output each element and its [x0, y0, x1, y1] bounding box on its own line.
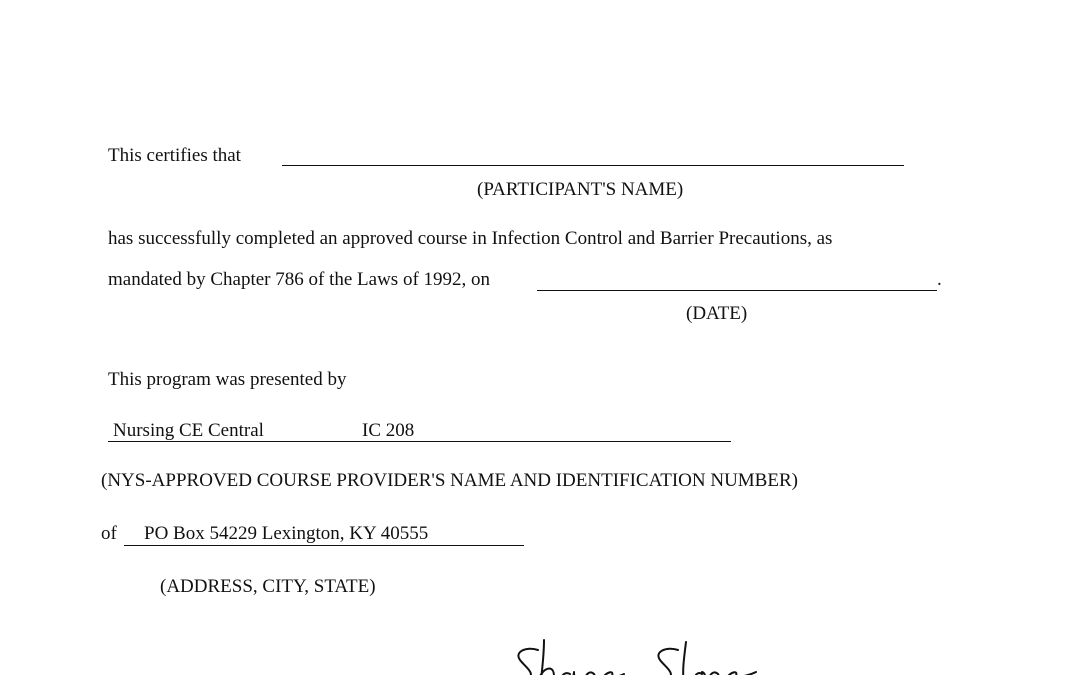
- provider-line: [108, 441, 731, 442]
- provider-caption: (NYS-APPROVED COURSE PROVIDER'S NAME AND IDENTIFICATION NUMBER): [101, 470, 798, 491]
- date-caption: (DATE): [686, 303, 748, 324]
- date-line: [537, 290, 937, 291]
- date-period: .: [937, 269, 942, 290]
- presented-by-label: This program was presented by: [108, 369, 347, 390]
- certifies-label: This certifies that: [108, 145, 241, 166]
- address-caption: (ADDRESS, CITY, STATE): [160, 576, 376, 597]
- completion-text-line-2: mandated by Chapter 786 of the Laws of 1992, on: [108, 269, 491, 290]
- provider-address: PO Box 54229 Lexington, KY 40555: [144, 523, 429, 544]
- provider-name: Nursing CE Central: [113, 420, 264, 441]
- of-label: of: [101, 523, 117, 544]
- address-line: [124, 545, 524, 546]
- signature-image: [500, 636, 790, 675]
- participant-name-caption: (PARTICIPANT'S NAME): [477, 179, 684, 200]
- completion-text-line-1: has successfully completed an approved course in Infection Control and Barrier Precautions, as: [108, 228, 833, 249]
- participant-name-line: [282, 165, 904, 166]
- provider-id: IC 208: [362, 420, 415, 441]
